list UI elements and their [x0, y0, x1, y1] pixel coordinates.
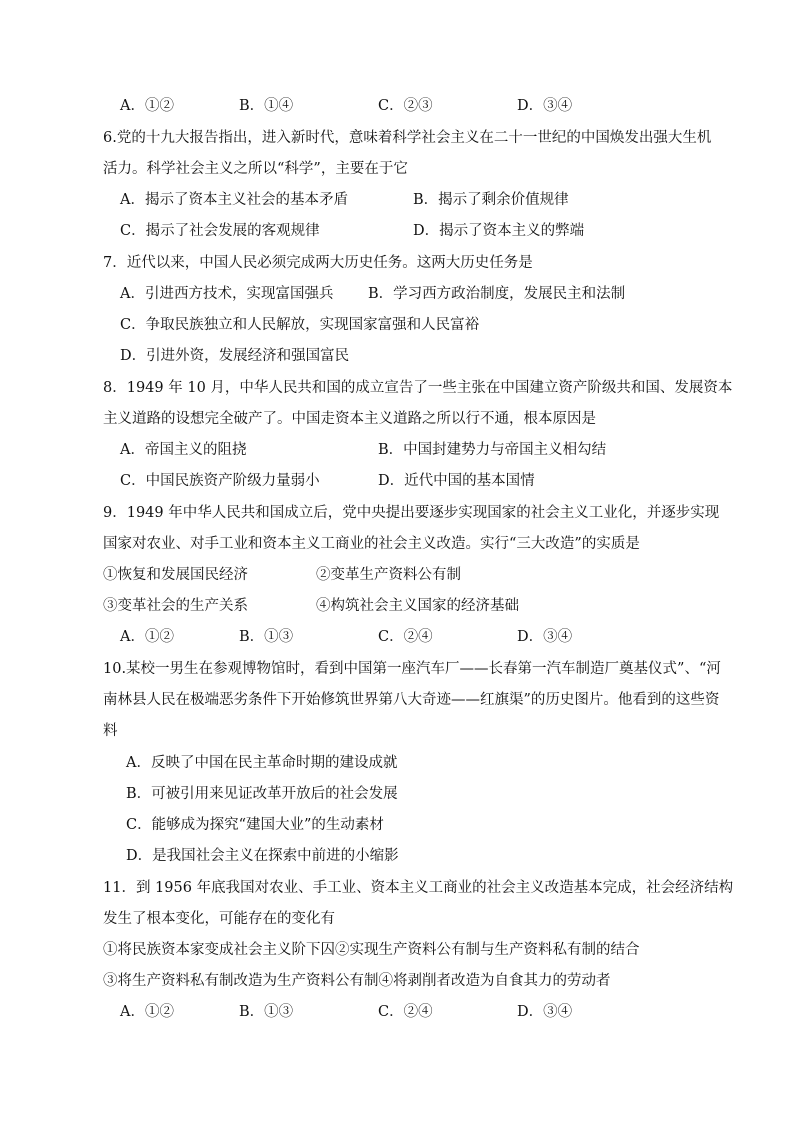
q9-option-d: D．③④ — [517, 629, 573, 645]
q8-stem-line2: 主义道路的设想完全破产了。中国走资本主义道路之所以行不通，根本原因是 — [103, 411, 596, 427]
q9-item-1: ①恢复和发展国民经济 — [103, 567, 248, 583]
q9-stem-line1: 9．1949 年中华人民共和国成立后，党中央提出要逐步实现国家的社会主义工业化，并逐步实现 — [103, 505, 720, 521]
q7-option-d: D．引进外资，发展经济和强国富民 — [120, 348, 350, 364]
q11-option-c: C．②④ — [378, 1004, 433, 1020]
q10-stem-line3: 料 — [103, 723, 118, 739]
q7-stem-line1: 7．近代以来，中国人民必须完成两大历史任务。这两大历史任务是 — [103, 255, 533, 271]
q9-item-4: ④构筑社会主义国家的经济基础 — [316, 598, 519, 614]
q6-stem-line2: 活力。科学社会主义之所以“科学”，主要在于它 — [103, 161, 408, 177]
q11-option-d: D．③④ — [517, 1004, 573, 1020]
q7-option-b: B．学习西方政治制度，发展民主和法制 — [368, 286, 626, 302]
q10-stem-line2: 南林县人民在极端恶劣条件下开始修筑世界第八大奇迹——红旗渠”的历史图片。他看到的这些资 — [103, 692, 720, 708]
q5-option-a: A．①② — [120, 98, 174, 114]
q11-stem-line1: 11．到 1956 年底我国对农业、手工业、资本主义工商业的社会主义改造基本完成，社会经济结构 — [103, 880, 734, 896]
q11-items-line2: ③将生产资料私有制改造为生产资料公有制④将剥削者改造为自食其力的劳动者 — [103, 973, 611, 989]
q9-stem-line2: 国家对农业、对手工业和资本主义工商业的社会主义改造。实行“三大改造”的实质是 — [103, 536, 640, 552]
q9-option-c: C．②④ — [378, 629, 433, 645]
q5-option-b: B．①④ — [239, 98, 294, 114]
q6-option-a: A．揭示了资本主义社会的基本矛盾 — [120, 192, 348, 208]
q8-option-a: A．帝国主义的阻挠 — [120, 442, 247, 458]
q11-items-line1: ①将民族资本家变成社会主义阶下囚②实现生产资料公有制与生产资料私有制的结合 — [103, 942, 640, 958]
q8-stem-line1: 8．1949 年 10 月，中华人民共和国的成立宣告了一些主张在中国建立资产阶级共和国、发展资本 — [103, 380, 733, 396]
q9-item-3: ③变革社会的生产关系 — [103, 598, 248, 614]
q5-option-d: D．③④ — [517, 98, 573, 114]
q7-option-a: A．引进西方技术，实现富国强兵 — [120, 286, 334, 302]
q10-option-d: D．是我国社会主义在探索中前进的小缩影 — [126, 848, 399, 864]
q6-option-c: C．揭示了社会发展的客观规律 — [120, 223, 320, 239]
q9-item-2: ②变革生产资料公有制 — [316, 567, 461, 583]
q8-option-c: C．中国民族资产阶级力量弱小 — [120, 473, 320, 489]
q10-option-b: B．可被引用来见证改革开放后的社会发展 — [126, 786, 398, 802]
q11-option-a: A．①② — [120, 1004, 174, 1020]
q10-option-c: C．能够成为探究“建国大业”的生动素材 — [126, 817, 384, 833]
q7-option-c: C．争取民族独立和人民解放，实现国家富强和人民富裕 — [120, 317, 480, 333]
q9-option-a: A．①② — [120, 629, 174, 645]
q6-option-d: D．揭示了资本主义的弊端 — [413, 223, 585, 239]
q9-option-b: B．①③ — [239, 629, 294, 645]
q6-option-b: B．揭示了剩余价值规律 — [413, 192, 569, 208]
q5-option-c: C．②③ — [378, 98, 433, 114]
q11-option-b: B．①③ — [239, 1004, 294, 1020]
q10-stem-line1: 10.某校一男生在参观博物馆时，看到中国第一座汽车厂——长春第一汽车制造厂奠基仪式”、“河 — [103, 661, 721, 677]
q8-option-b: B．中国封建势力与帝国主义相勾结 — [378, 442, 607, 458]
q10-option-a: A．反映了中国在民主革命时期的建设成就 — [126, 755, 398, 771]
q6-stem-line1: 6.党的十九大报告指出，进入新时代，意味着科学社会主义在二十一世纪的中国焕发出强大生机 — [103, 130, 712, 146]
q8-option-d: D．近代中国的基本国情 — [378, 473, 535, 489]
q11-stem-line2: 发生了根本变化，可能存在的变化有 — [103, 911, 335, 927]
